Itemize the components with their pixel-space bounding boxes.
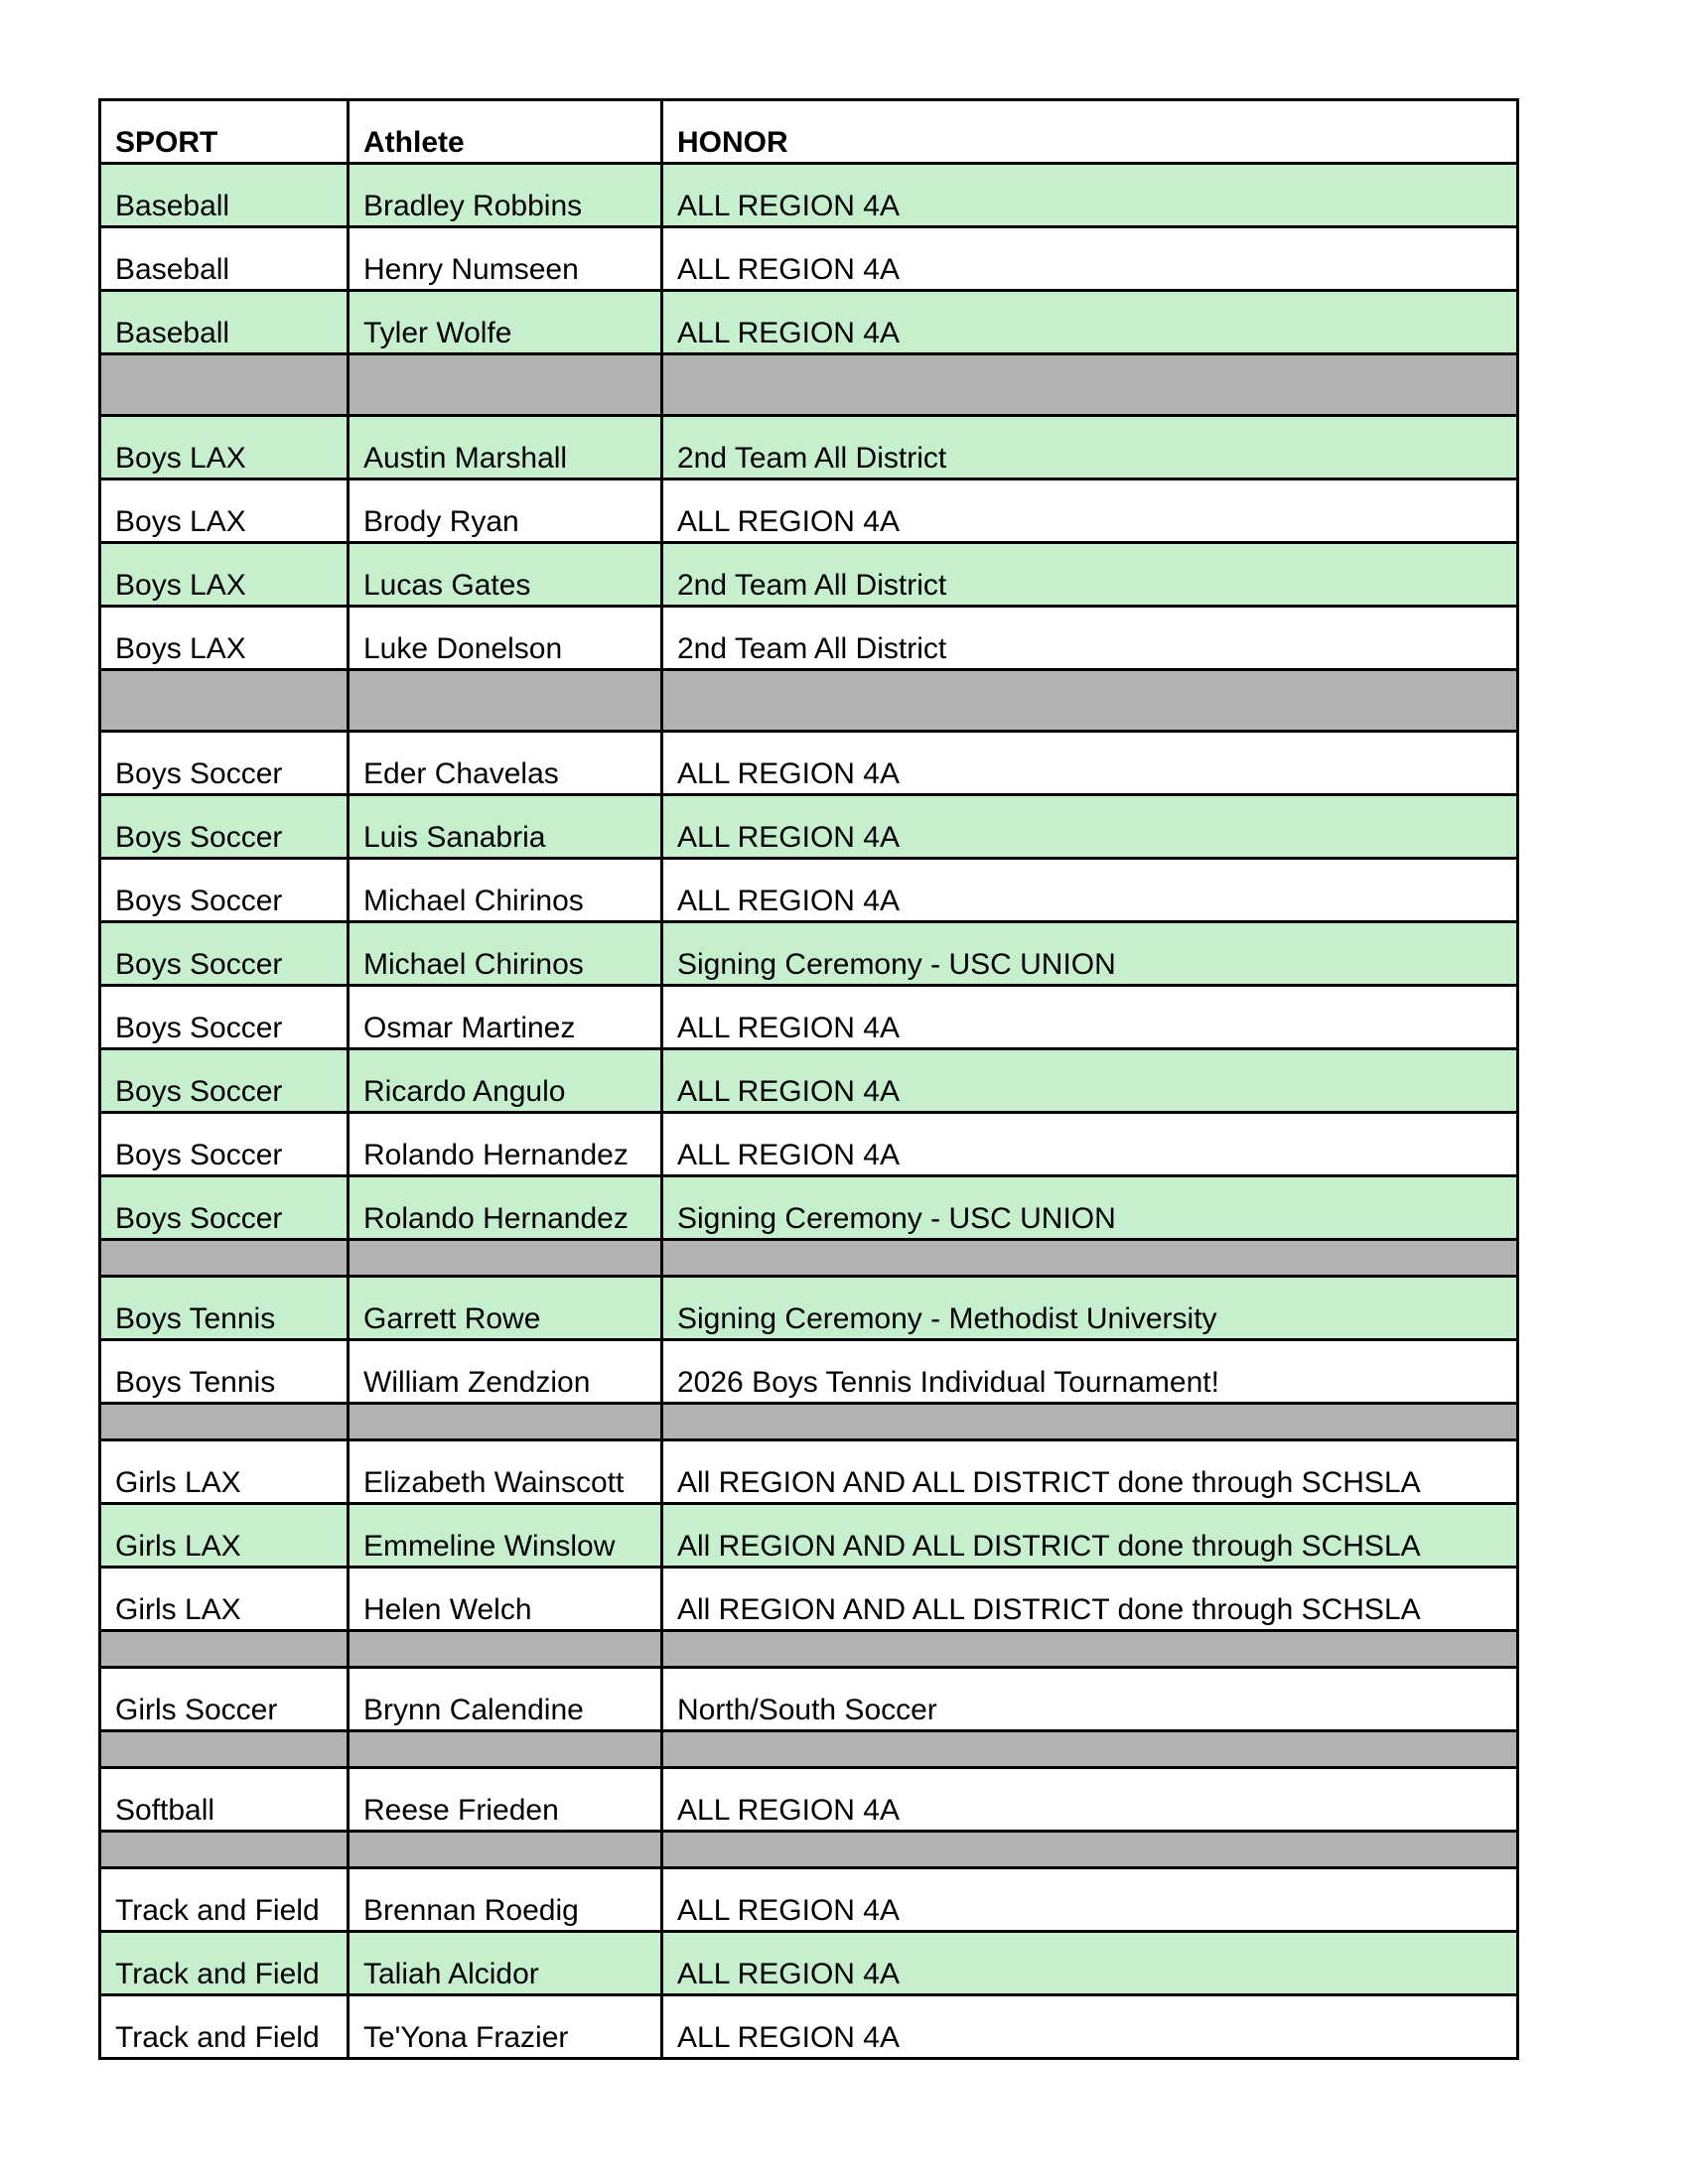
sport-cell: Boys Soccer [100, 795, 349, 859]
separator-cell [349, 1240, 662, 1277]
athlete-cell: Lucas Gates [349, 543, 662, 607]
table-row [100, 1768, 1518, 1832]
table-row [100, 986, 1518, 1049]
header-sport: SPORT [100, 100, 349, 164]
header-honor: HONOR [662, 100, 1518, 164]
sport-cell: Boys LAX [100, 607, 349, 670]
table-row [100, 479, 1518, 543]
table-row [100, 1277, 1518, 1340]
separator-cell [662, 1832, 1518, 1868]
table-row [100, 795, 1518, 859]
honor-cell: All REGION AND ALL DISTRICT done through SCHSLA [662, 1440, 1518, 1504]
honor-cell: ALL REGION 4A [662, 1113, 1518, 1176]
separator-cell [349, 1631, 662, 1668]
separator-cell [349, 354, 662, 416]
separator-row [100, 354, 1518, 416]
honor-cell: 2nd Team All District [662, 543, 1518, 607]
separator-cell [100, 1731, 349, 1768]
sport-cell: Girls Soccer [100, 1668, 349, 1731]
separator-cell [100, 1631, 349, 1668]
table-row [100, 1440, 1518, 1504]
table-row [100, 1049, 1518, 1113]
athlete-cell: Brynn Calendine [349, 1668, 662, 1731]
table-row [100, 227, 1518, 291]
sport-cell: Boys Soccer [100, 1176, 349, 1240]
table-row [100, 416, 1518, 479]
separator-cell [100, 354, 349, 416]
honor-cell: 2026 Boys Tennis Individual Tournament! [662, 1340, 1518, 1404]
sport-cell: Girls LAX [100, 1440, 349, 1504]
athlete-cell: Bradley Robbins [349, 164, 662, 227]
athlete-cell: Austin Marshall [349, 416, 662, 479]
honor-cell: ALL REGION 4A [662, 1995, 1518, 2059]
honor-cell: ALL REGION 4A [662, 291, 1518, 354]
sport-cell: Boys Soccer [100, 1113, 349, 1176]
sport-cell: Track and Field [100, 1868, 349, 1932]
honor-cell: Signing Ceremony - USC UNION [662, 1176, 1518, 1240]
sport-cell: Boys Soccer [100, 1049, 349, 1113]
sport-cell: Boys Tennis [100, 1277, 349, 1340]
honor-cell: ALL REGION 4A [662, 859, 1518, 922]
table-row [100, 1113, 1518, 1176]
separator-cell [662, 1731, 1518, 1768]
sport-cell: Baseball [100, 291, 349, 354]
athlete-cell: Luke Donelson [349, 607, 662, 670]
sport-cell: Boys LAX [100, 479, 349, 543]
athlete-cell: Brody Ryan [349, 479, 662, 543]
honor-cell: All REGION AND ALL DISTRICT done through SCHSLA [662, 1568, 1518, 1631]
table-row [100, 1176, 1518, 1240]
athlete-cell: Luis Sanabria [349, 795, 662, 859]
table-row [100, 543, 1518, 607]
sport-cell: Boys Soccer [100, 922, 349, 986]
honor-cell: ALL REGION 4A [662, 1049, 1518, 1113]
separator-row [100, 1631, 1518, 1668]
honor-cell: All REGION AND ALL DISTRICT done through SCHSLA [662, 1504, 1518, 1568]
honor-cell: 2nd Team All District [662, 416, 1518, 479]
separator-row [100, 670, 1518, 732]
separator-cell [100, 1240, 349, 1277]
honor-cell: Signing Ceremony - USC UNION [662, 922, 1518, 986]
sport-cell: Boys Soccer [100, 732, 349, 795]
athlete-cell: Emmeline Winslow [349, 1504, 662, 1568]
honor-cell: Signing Ceremony - Methodist University [662, 1277, 1518, 1340]
table-row [100, 1340, 1518, 1404]
sport-cell: Baseball [100, 227, 349, 291]
sport-cell: Girls LAX [100, 1504, 349, 1568]
sport-cell: Track and Field [100, 1932, 349, 1995]
honor-cell: ALL REGION 4A [662, 795, 1518, 859]
separator-row [100, 1832, 1518, 1868]
table-row [100, 1668, 1518, 1731]
athlete-cell: Ricardo Angulo [349, 1049, 662, 1113]
separator-cell [349, 1731, 662, 1768]
honor-cell: ALL REGION 4A [662, 1868, 1518, 1932]
athlete-cell: William Zendzion [349, 1340, 662, 1404]
table-row [100, 607, 1518, 670]
table-row [100, 1868, 1518, 1932]
table-row [100, 164, 1518, 227]
honors-table [98, 98, 1519, 2060]
sport-cell: Boys LAX [100, 416, 349, 479]
table-row [100, 859, 1518, 922]
separator-cell [349, 1832, 662, 1868]
table-row [100, 922, 1518, 986]
sport-cell: Baseball [100, 164, 349, 227]
separator-cell [100, 670, 349, 732]
separator-cell [662, 354, 1518, 416]
athlete-cell: Elizabeth Wainscott [349, 1440, 662, 1504]
separator-row [100, 1240, 1518, 1277]
table-row [100, 732, 1518, 795]
athlete-cell: Helen Welch [349, 1568, 662, 1631]
athlete-cell: Brennan Roedig [349, 1868, 662, 1932]
separator-cell [100, 1832, 349, 1868]
athlete-cell: Osmar Martinez [349, 986, 662, 1049]
honor-cell: North/South Soccer [662, 1668, 1518, 1731]
separator-row [100, 1404, 1518, 1440]
honor-cell: 2nd Team All District [662, 607, 1518, 670]
athlete-cell: Te'Yona Frazier [349, 1995, 662, 2059]
separator-cell [662, 1631, 1518, 1668]
table-row [100, 1995, 1518, 2059]
athlete-cell: Reese Frieden [349, 1768, 662, 1832]
honor-cell: ALL REGION 4A [662, 1932, 1518, 1995]
separator-cell [662, 1404, 1518, 1440]
sport-cell: Track and Field [100, 1995, 349, 2059]
table-body [100, 164, 1518, 2059]
athlete-cell: Eder Chavelas [349, 732, 662, 795]
athlete-cell: Henry Numseen [349, 227, 662, 291]
sport-cell: Boys Soccer [100, 986, 349, 1049]
table-row [100, 1932, 1518, 1995]
separator-cell [100, 1404, 349, 1440]
header-row [100, 100, 1518, 164]
table-row [100, 291, 1518, 354]
separator-cell [662, 1240, 1518, 1277]
table-row [100, 1568, 1518, 1631]
honor-cell: ALL REGION 4A [662, 479, 1518, 543]
separator-cell [349, 1404, 662, 1440]
separator-cell [349, 670, 662, 732]
separator-row [100, 1731, 1518, 1768]
sport-cell: Girls LAX [100, 1568, 349, 1631]
sport-cell: Softball [100, 1768, 349, 1832]
athlete-cell: Taliah Alcidor [349, 1932, 662, 1995]
sport-cell: Boys Tennis [100, 1340, 349, 1404]
athlete-cell: Rolando Hernandez [349, 1176, 662, 1240]
separator-cell [662, 670, 1518, 732]
header-athlete: Athlete [349, 100, 662, 164]
sport-cell: Boys LAX [100, 543, 349, 607]
sport-cell: Boys Soccer [100, 859, 349, 922]
athlete-cell: Rolando Hernandez [349, 1113, 662, 1176]
honor-cell: ALL REGION 4A [662, 227, 1518, 291]
honor-cell: ALL REGION 4A [662, 164, 1518, 227]
honor-cell: ALL REGION 4A [662, 1768, 1518, 1832]
table-row [100, 1504, 1518, 1568]
honor-cell: ALL REGION 4A [662, 732, 1518, 795]
athlete-cell: Tyler Wolfe [349, 291, 662, 354]
athlete-cell: Michael Chirinos [349, 859, 662, 922]
athlete-cell: Michael Chirinos [349, 922, 662, 986]
athlete-cell: Garrett Rowe [349, 1277, 662, 1340]
honor-cell: ALL REGION 4A [662, 986, 1518, 1049]
